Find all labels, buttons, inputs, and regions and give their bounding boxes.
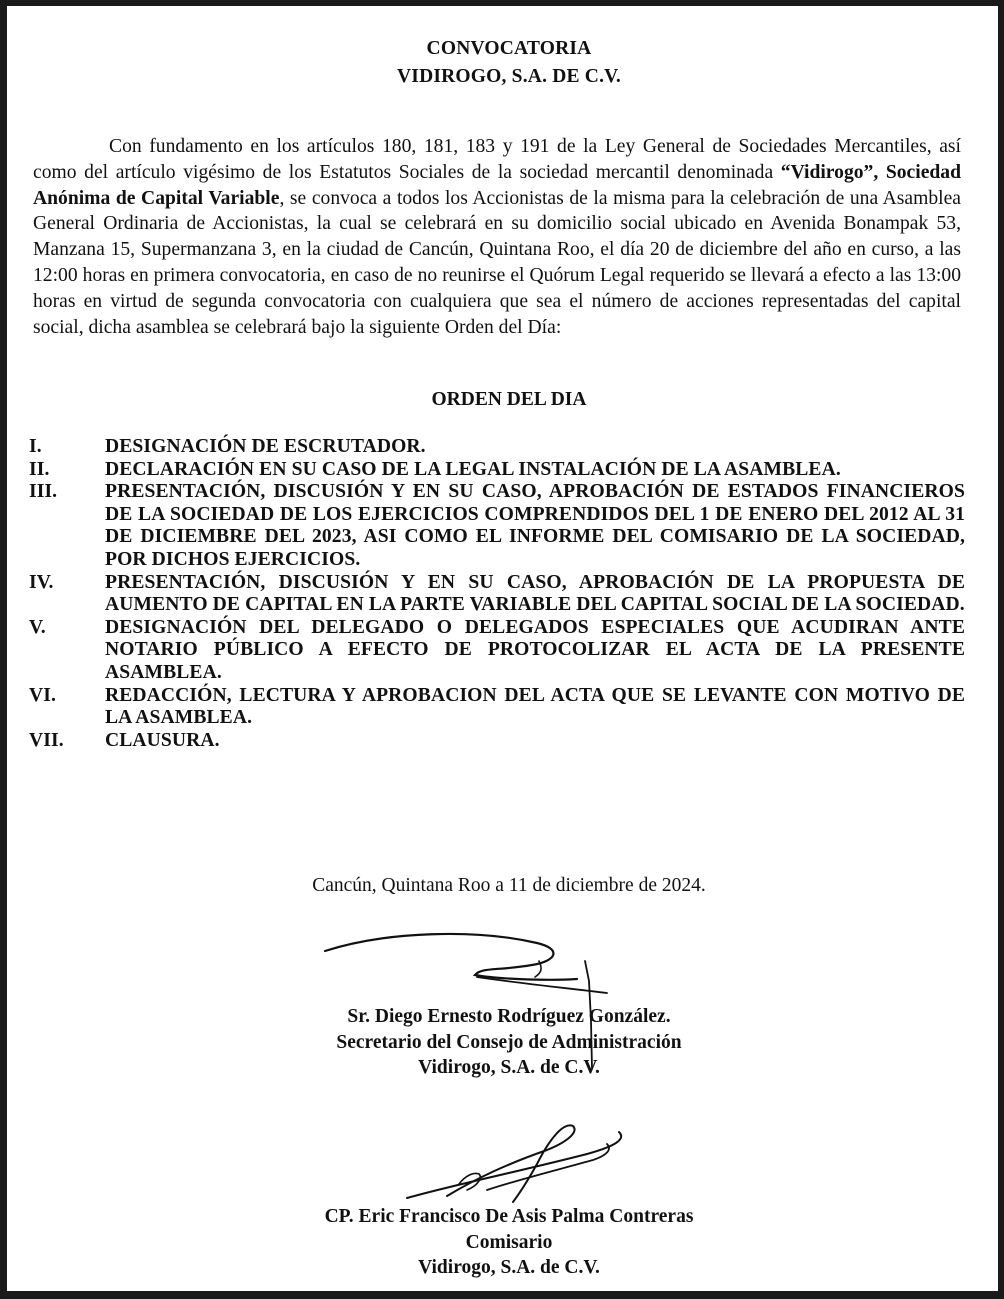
convocation-paragraph	[33, 134, 961, 340]
agenda-item	[29, 459, 965, 482]
agenda-item-number: III.	[29, 481, 58, 503]
agenda-item-text: DECLARACIÓN EN SU CASO DE LA LEGAL INSTALACIÓN DE LA ASAMBLEA.	[105, 458, 841, 480]
signatory-1-role: Secretario del Consejo de Administración	[336, 1031, 682, 1053]
agenda-item	[29, 685, 965, 730]
agenda-item-number: I.	[29, 436, 42, 457]
agenda-title: ORDEN DEL DIA	[431, 389, 587, 410]
place-date-line: Cancún, Quintana Roo a 11 de diciembre de 2024.	[312, 875, 706, 896]
signature-2-scribble	[387, 1114, 647, 1214]
agenda-item	[29, 730, 965, 753]
agenda-item-number: II.	[29, 458, 50, 480]
agenda-item-text: DESIGNACIÓN DEL DELEGADO O DELEGADOS ESPECIALES QUE ACUDIRAN ANTE NOTARIO PÚBLICO A EFECTO DE PROTOCOLIZAR EL ACTA DE LA PRESENTE ASAMBLEA.	[105, 616, 965, 683]
agenda-item-number: VI.	[29, 684, 56, 706]
signatory-2-name: CP. Eric Francisco De Asis Palma Contreras	[324, 1206, 694, 1227]
agenda-item-text: PRESENTACIÓN, DISCUSIÓN Y EN SU CASO, APROBACIÓN DE LA PROPUESTA DE AUMENTO DE CAPITAL EN LA PARTE VARIABLE DEL CAPITAL SOCIAL DE LA SOCIEDAD.	[105, 571, 965, 616]
document-title: CONVOCATORIA	[426, 38, 592, 59]
agenda-list	[29, 436, 965, 752]
agenda-item	[29, 481, 965, 571]
signatory-1-company: Vidirogo, S.A. de C.V.	[418, 1057, 600, 1078]
paragraph-part-1: Con fundamento en los artículos 180, 181, 183 y 191 de la Ley General de Sociedades Mercantiles, así como del artículo vigésimo de los Estatutos Sociales de la sociedad mercantil denominada	[33, 136, 961, 183]
agenda-item-text: PRESENTACIÓN, DISCUSIÓN Y EN SU CASO, APROBACIÓN DE ESTADOS FINANCIEROS DE LA SOCIEDAD DE LOS EJERCICIOS COMPRENDIDOS DEL 1 DE ENERO DEL 2012 AL 31 DE DICIEMBRE DEL 2023, ASI COMO EL INFORME DEL COMISARIO DE LA SOCIEDAD, POR DICHOS EJERCICIOS.	[105, 481, 965, 570]
agenda-item-number: VII.	[29, 729, 64, 751]
agenda-item-number: V.	[29, 616, 46, 638]
company-name-bold: “Vidirogo”, Sociedad Anónima de Capital Variable	[33, 161, 961, 209]
signatory-1-name: Sr. Diego Ernesto Rodríguez González.	[347, 1006, 671, 1027]
agenda-item-text: CLAUSURA.	[105, 729, 220, 751]
agenda-item-text: REDACCIÓN, LECTURA Y APROBACION DEL ACTA QUE SE LEVANTE CON MOTIVO DE LA ASAMBLEA.	[105, 684, 965, 729]
signatory-2-role: Comisario	[465, 1231, 553, 1253]
company-title: VIDIROGO, S.A. DE C.V.	[397, 66, 621, 87]
agenda-item-number: IV.	[29, 571, 54, 593]
agenda-item	[29, 436, 965, 459]
agenda-item	[29, 572, 965, 617]
agenda-item-text: DESIGNACIÓN DE ESCRUTADOR.	[105, 436, 426, 457]
signatory-2-company: Vidirogo, S.A. de C.V.	[418, 1257, 600, 1278]
signatory-1-block	[7, 1004, 1004, 1081]
agenda-item	[29, 617, 965, 685]
paragraph-part-2: , se convoca a todos los Accionistas de la misma para la celebración de una Asamblea General Ordinaria de Accionistas, la cual se celebrará en su domicilio social ubicado en Avenida Bonampak 53, Manzana 15, Supermanzana 3, en la ciudad de Cancún, Quintana Roo, el día 20 de diciembre del año en curso, a las 12:00 horas en primera convocatoria, en caso de no reunirse el Quórum Legal requerido se llevará a efecto a las 13:00 horas en virtud de segunda convocatoria con cualquiera que sea el número de acciones representadas del capital social, dicha asamblea se celebrará bajo la siguiente Orden del Día:	[33, 187, 961, 338]
signatory-2-block	[7, 1204, 1004, 1281]
